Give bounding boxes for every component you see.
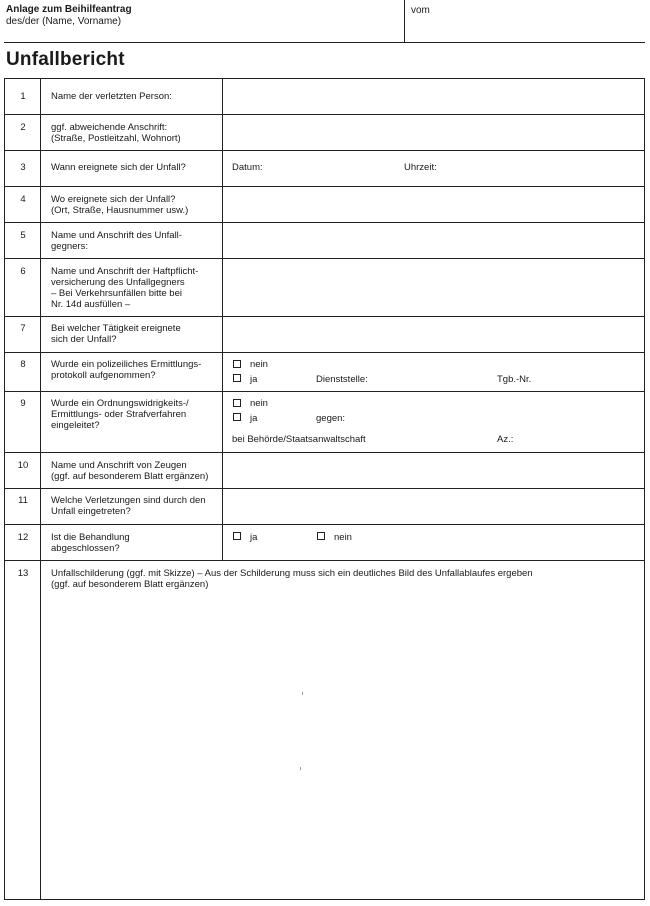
time-input[interactable] — [443, 155, 638, 180]
date-input[interactable] — [268, 155, 396, 180]
header-divider — [404, 0, 405, 42]
row-separator — [4, 391, 645, 392]
row-separator — [4, 150, 645, 151]
question-witnesses: Name und Anschrift von Zeugen (ggf. auf besonderem Blatt ergänzen) — [51, 460, 209, 482]
question-alternate-address: ggf. abweichende Anschrift: (Straße, Postleitzahl, Wohnort) — [51, 122, 181, 144]
checkbox-treatment-no[interactable] — [317, 532, 325, 540]
row-separator — [4, 524, 645, 525]
authority-field-label: bei Behörde/Staatsanwaltschaft — [232, 434, 366, 445]
against-input[interactable] — [350, 408, 638, 426]
question-opponent: Name und Anschrift des Unfall- gegners: — [51, 230, 182, 252]
answer-field-liability-insurance[interactable] — [223, 259, 644, 316]
question-liability-insurance: Name und Anschrift der Haftpflicht- versicherung des Unfallgegners – Bei Verkehrsunfällen bitte bei Nr. 14d ausfüllen – — [51, 266, 199, 310]
checkbox-police-yes[interactable] — [233, 374, 241, 382]
row-number: 8 — [20, 359, 26, 370]
answer-field-alternate-address[interactable] — [223, 115, 644, 150]
answer-field-injuries[interactable] — [223, 489, 644, 524]
person-label: des/der (Name, Vorname) — [6, 16, 122, 27]
scan-mark — [300, 767, 301, 770]
question-activity: Bei welcher Tätigkeit ereignete sich der Unfall? — [51, 323, 181, 345]
form-title: Unfallbericht — [6, 49, 125, 70]
row-number: 13 — [17, 568, 29, 579]
row-number: 12 — [17, 532, 29, 543]
checkbox-proceedings-no[interactable] — [233, 399, 241, 407]
option-label-yes: ja — [250, 374, 258, 385]
question-treatment-completed: Ist die Behandlung abgeschlossen? — [51, 532, 130, 554]
row-number: 5 — [20, 230, 26, 241]
question-accident-description: Unfallschilderung (ggf. mit Skizze) – Aus der Schilderung muss sich ein deutliches Bild des Unfallablaufes ergeben (ggf. auf besonderem Blatt ergänzen) — [51, 568, 533, 590]
file-reference-input[interactable] — [518, 429, 638, 447]
row-separator — [4, 352, 645, 353]
row-number: 1 — [20, 91, 26, 102]
row-number: 4 — [20, 194, 26, 205]
answer-field-injured-person[interactable] — [223, 79, 644, 114]
row-number: 11 — [18, 495, 28, 506]
question-where: Wo ereignete sich der Unfall? (Ort, Straße, Hausnummer usw.) — [51, 194, 189, 216]
diary-number-input[interactable] — [540, 369, 638, 387]
header-rule — [4, 42, 645, 43]
answer-field-opponent[interactable] — [223, 223, 644, 258]
date-field-label: Datum: — [232, 162, 263, 173]
checkbox-proceedings-yes[interactable] — [233, 413, 241, 421]
office-field-label: Dienststelle: — [316, 374, 368, 385]
against-field-label: gegen: — [316, 413, 346, 424]
row-number: 9 — [20, 398, 26, 409]
answer-field-activity[interactable] — [223, 317, 644, 352]
scan-mark — [302, 692, 303, 695]
office-input[interactable] — [375, 369, 490, 387]
diary-number-label: Tgb.-Nr. — [497, 374, 532, 385]
row-number: 6 — [20, 266, 26, 277]
date-label: vom — [411, 5, 430, 16]
attachment-title: Anlage zum Beihilfeantrag — [6, 4, 132, 15]
answer-field-where[interactable] — [223, 187, 644, 222]
question-injuries: Welche Verletzungen sind durch den Unfall eingetreten? — [51, 495, 206, 517]
row-number: 2 — [20, 122, 26, 133]
option-label-yes: ja — [250, 532, 258, 543]
row-number: 3 — [20, 162, 26, 173]
row-number: 10 — [17, 460, 29, 471]
question-proceedings: Wurde ein Ordnungswidrigkeits-/ Ermittlungs- oder Strafverfahren eingeleitet? — [51, 398, 189, 431]
file-reference-label: Az.: — [497, 434, 514, 445]
row-number: 7 — [20, 323, 26, 334]
option-label-no: nein — [334, 532, 352, 543]
option-label-yes: ja — [250, 413, 258, 424]
time-field-label: Uhrzeit: — [404, 162, 437, 173]
accident-description-area[interactable] — [41, 592, 644, 899]
row-separator — [4, 560, 645, 561]
answer-field-witnesses[interactable] — [223, 453, 644, 488]
checkbox-police-no[interactable] — [233, 360, 241, 368]
question-police-report: Wurde ein polizeiliches Ermittlungs- protokoll aufgenommen? — [51, 359, 202, 381]
question-injured-person: Name der verletzten Person: — [51, 91, 172, 102]
option-label-no: nein — [250, 359, 268, 370]
option-label-no: nein — [250, 398, 268, 409]
authority-input[interactable] — [380, 429, 492, 447]
checkbox-treatment-yes[interactable] — [233, 532, 241, 540]
question-when: Wann ereignete sich der Unfall? — [51, 162, 186, 173]
